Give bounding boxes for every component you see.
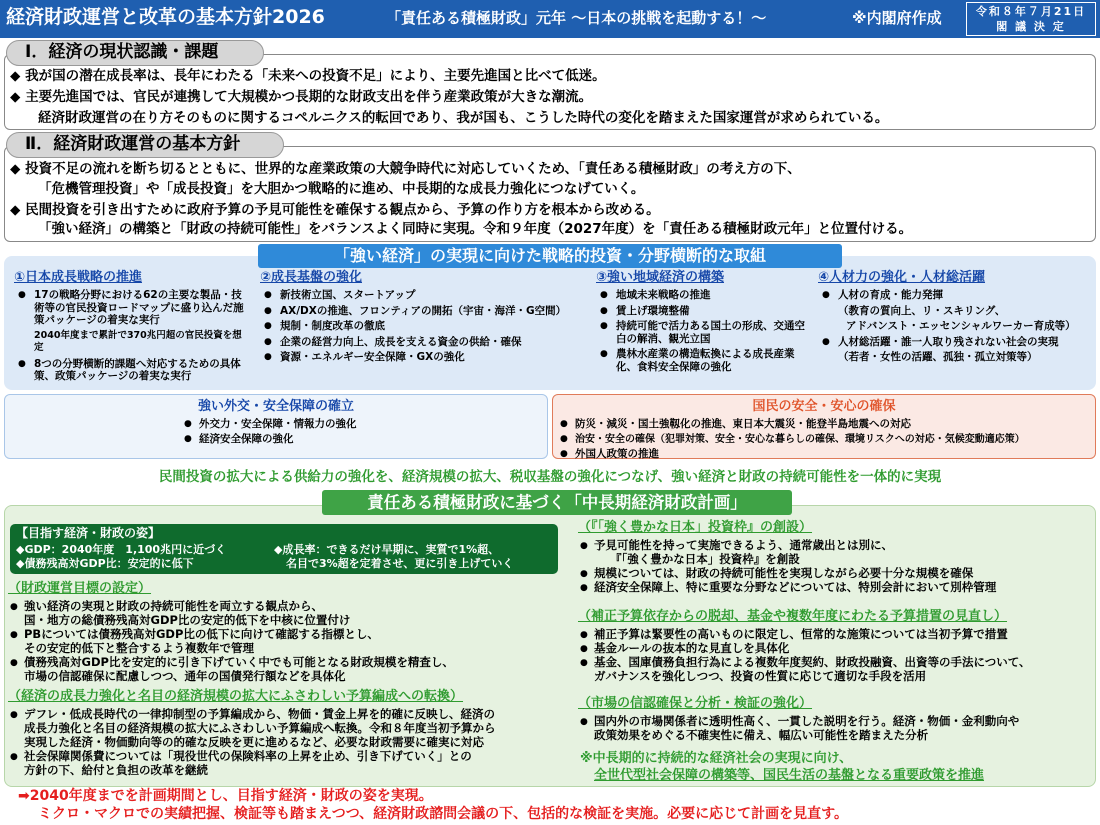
section-2-title: Ⅱ．経済財政運営の基本方針 — [6, 132, 284, 158]
bullet-text: ● 基金、国庫債務負担行為による複数年度契約、財政投融資、出資等の手法について、 — [580, 655, 1031, 669]
text-line: 成長力強化と名目の経済規模の拡大にふさわしい予算編成へ転換。令和８年度当初予算から — [24, 721, 496, 735]
decision-line: 閣 議 決 定 — [996, 20, 1066, 33]
text-line: 方針の下、給付と負担の改革を継続 — [24, 763, 208, 777]
goal-growth-1: ◆成長率：できるだけ早期に、実質で1%超、 — [274, 543, 500, 556]
sec2-line-1: ◆ 投資不足の流れを断ち切るとともに、世界的な産業政策の大競争時代に対応していくため、「責任ある積極財政」の考え方の下、 — [10, 161, 801, 177]
diplomacy-item: ● 経済安全保障の強化 — [181, 433, 547, 446]
date-stamp — [966, 2, 1096, 36]
page-subtitle: 「責任ある積極財政」元年 ～日本の挑戦を起動する！～ — [386, 9, 767, 27]
text-line: 国・地方の総債務残高対GDP比の安定的低下を中核に位置付け — [24, 613, 351, 627]
section-1-title: Ⅰ．経済の現状認識・課題 — [6, 40, 264, 66]
col-3-title: ③強い地域経済の構築 — [596, 270, 725, 285]
safety-box — [552, 394, 1096, 459]
text-line: その安定的低下と整合するよう複数年で管理 — [24, 641, 254, 655]
strategy-col-4 — [818, 270, 1094, 367]
sec2-line-2: 「危機管理投資」や「成長投資」を大胆かつ戦略的に進め、中長期的な成長力強化につなげていく。 — [38, 181, 645, 197]
sec2-line-4: 「強い経済」の構築と「財政の持続可能性」をバランスよく同時に実現。令和９年度（2027年度）を「責任ある積極財政元年」と位置付ける。 — [38, 221, 913, 237]
right-heading-1: （『「強く豊かな日本」投資枠』の創設） — [578, 520, 813, 535]
col-2-item: ● 新技術立国、スタートアップ — [260, 289, 590, 302]
sec1-line-2: ◆ 主要先進国では、官民が連携して大規模かつ長期的な財政支出を伴う産業政策が大きな潮流。 — [10, 89, 593, 105]
summary-line: 民間投資の拡大による供給力の強化を、経済規模の拡大、税収基盤の強化につなげ、強い経済と財政の持続可能性を一体的に実現 — [158, 469, 942, 485]
goal-title: 【目指す経済・財政の姿】 — [16, 526, 161, 540]
goal-gdp: ◆GDP：2040年度 1,100兆円に近づく — [16, 543, 227, 556]
bullet-text: ● PBについては債務残高対GDP比の低下に向けて確認する指標とし、 — [10, 627, 454, 641]
plan-banner: 責任ある積極財政に基づく「中長期経済財政計画」 — [322, 490, 792, 515]
goal-box — [10, 524, 558, 574]
bullet-text: ● 補正予算は緊要性の高いものに限定し、恒常的な施策については当初予算で措置 — [580, 627, 1031, 641]
col-4-note: （若者・女性の活躍、孤独・孤立対策等） — [838, 351, 1038, 364]
page-title: 経済財政運営と改革の基本方針2026 — [6, 6, 325, 28]
sec2-line-3: ◆ 民間投資を引き出すために政府予算の予見可能性を確保する観点から、予算の作り方を根本から改める。 — [10, 202, 660, 218]
left-heading-1: （財政運営目標の設定） — [8, 581, 152, 596]
footer-line-1: ➡2040年度までを計画期間とし、目指す経済・財政の姿を実現。 — [18, 788, 433, 804]
safety-item: ● 防災・減災・国土強靱化の推進、東日本大震災・能登半島地震への対応 — [557, 418, 1095, 431]
text-line: 市場の信認確保に配慮しつつ、通年の国債発行額などを具体化 — [24, 669, 346, 683]
col-1-item: ● 8つの分野横断的課題へ対応するための具体策、政策パッケージの着実な実行 — [14, 358, 250, 383]
diplomacy-item: ● 外交力・安全保障・情報力の強化 — [181, 418, 547, 431]
bullet-text: ● デフレ・低成長時代の一律抑制型の予算編成から、物価・賃金上昇を的確に反映し、経済の — [10, 707, 496, 721]
strategy-col-2 — [260, 270, 590, 367]
right-text-3 — [580, 714, 1019, 742]
bullet-text: ● 強い経済の実現と財政の持続可能性を両立する観点から、 — [10, 599, 454, 613]
text-line: 政策効果をめぐる不確実性に備え、幅広い可能性を踏まえた分析 — [594, 728, 929, 742]
strategy-col-3 — [596, 270, 806, 376]
bullet-text: ● 規模については、財政の持続可能性を実現しながら必要十分な規模を確保 — [580, 566, 996, 580]
col-3-item: ● 賃上げ環境整備 — [596, 305, 806, 318]
col-4-item: ● 人材の育成・能力発揮 — [818, 289, 1094, 302]
right-text-1 — [580, 538, 996, 594]
col-3-item: ● 農林水産業の構造転換による成長産業化、食料安全保障の強化 — [596, 348, 806, 373]
col-4-item: ● 人材総活躍・誰一人取り残されない社会の実現 — [818, 336, 1094, 349]
goal-debt: ◆債務残高対GDP比：安定的に低下 — [16, 557, 194, 570]
text-line: 『「強く豊かな日本」投資枠』を創設 — [610, 552, 800, 566]
col-3-item: ● 持続可能で活力ある国土の形成、交通空白の解消、観光立国 — [596, 320, 806, 345]
bullet-text: ● 基金ルールの抜本的な見直しを具体化 — [580, 641, 1031, 655]
right-heading-2: （補正予算依存からの脱却、基金や複数年度にわたる予算措置の見直し） — [578, 609, 1008, 624]
col-4-title: ④人材力の強化・人材総活躍 — [818, 270, 986, 285]
left-text-1 — [10, 599, 454, 683]
bullet-text: ● 国内外の市場関係者に透明性高く、一貫した説明を行う。経済・物価・金利動向や — [580, 714, 1019, 728]
footer-line-2: ミクロ・マクロでの実績把握、検証等も踏まえつつ、経済財政諮問会議の下、包括的な検証を実施。必要に応じて計画を見直す。 — [38, 806, 849, 822]
right-note-2: 全世代型社会保障の構築等、国民生活の基盤となる重要政策を推進 — [594, 768, 985, 783]
bullet-text: ● 社会保障関係費については「現役世代の保険料率の上昇を止め、引き下げていく」との — [10, 749, 496, 763]
text-line: 実現した経済・物価動向等の的確な反映を更に進めるなど、必要な財政需要に確実に対応 — [24, 735, 484, 749]
bullet-text: ● 経済安全保障上、特に重要な分野などについては、特別会計において別枠管理 — [580, 580, 996, 594]
sec1-line-1: ◆ 我が国の潜在成長率は、長年にわたる「未来への投資不足」により、主要先進国と比べて低迷。 — [10, 68, 606, 84]
col-1-title: ①日本成長戦略の推進 — [14, 270, 143, 285]
col-1-item: ● 17の戦略分野における62の主要な製品・技術等の官民投資ロードマップに盛り込んだ施策パッケージの着実な実行 — [14, 289, 250, 327]
col-2-item: ● 企業の経営力向上、成長を支える資金の供給・確保 — [260, 336, 590, 349]
header-bar — [0, 0, 1100, 38]
bullet-text: ● 予見可能性を持って実施できるよう、通常歳出とは別に、 — [580, 538, 996, 552]
left-text-2 — [10, 707, 496, 777]
col-4-note: アドバンスト・エッセンシャルワーカー育成等） — [846, 320, 1076, 333]
col-2-title: ②成長基盤の強化 — [260, 270, 363, 285]
left-heading-2: （経済の成長力強化と名目の経済規模の拡大にふさわしい予算編成への転換） — [8, 689, 464, 704]
author-note: ※内閣府作成 — [852, 9, 942, 27]
col-2-item: ● 規制・制度改革の徹底 — [260, 320, 590, 333]
col-2-item: ● AX/DXの推進、フロンティアの開拓（宇宙・海洋・G空間） — [260, 305, 590, 318]
col-4-note: （教育の質向上、リ・スキリング、 — [838, 304, 1006, 317]
text-line: ガバナンスを強化しつつ、投資の性質に応じて適切な手段を活用 — [594, 669, 927, 683]
goal-growth-2: 名目で3%超を定着させ、更に引き上げていく — [286, 557, 514, 570]
col-2-item: ● 資源・エネルギー安全保障・GXの強化 — [260, 351, 590, 364]
safety-item: ● 外国人政策の推進 — [557, 448, 1095, 461]
diplomacy-box — [4, 394, 548, 459]
date-line: 令和８年７月21日 — [975, 5, 1087, 18]
strategy-banner: 「強い経済」の実現に向けた戦略的投資・分野横断的な取組 — [258, 244, 842, 268]
strategy-col-1 — [14, 270, 250, 386]
safety-title: 国民の安全・安心の確保 — [752, 399, 896, 414]
col-1-note: 2040年度まで累計で370兆円超の官民投資を想定 — [34, 329, 242, 354]
right-note-1: ※中長期的に持続的な経済社会の実現に向け、 — [580, 751, 853, 766]
right-text-2 — [580, 627, 1031, 683]
right-heading-3: （市場の信認確保と分析・検証の強化） — [578, 696, 813, 711]
safety-item: ● 治安・安全の確保（犯罪対策、安全・安心な暮らしの確保、環境リスクへの対応・気候変動適応策） — [557, 433, 1095, 446]
col-3-item: ● 地域未来戦略の推進 — [596, 289, 806, 302]
bullet-text: ● 債務残高対GDP比を安定的に引き下げていく中でも可能となる財政規模を精査し、 — [10, 655, 454, 669]
diplomacy-title: 強い外交・安全保障の確立 — [197, 399, 354, 414]
sec1-line-3: 経済財政運営の在り方そのものに関するコペルニクス的転回であり、我が国も、こうした時代の変化を踏まえた国家運営が求められている。 — [38, 110, 889, 126]
